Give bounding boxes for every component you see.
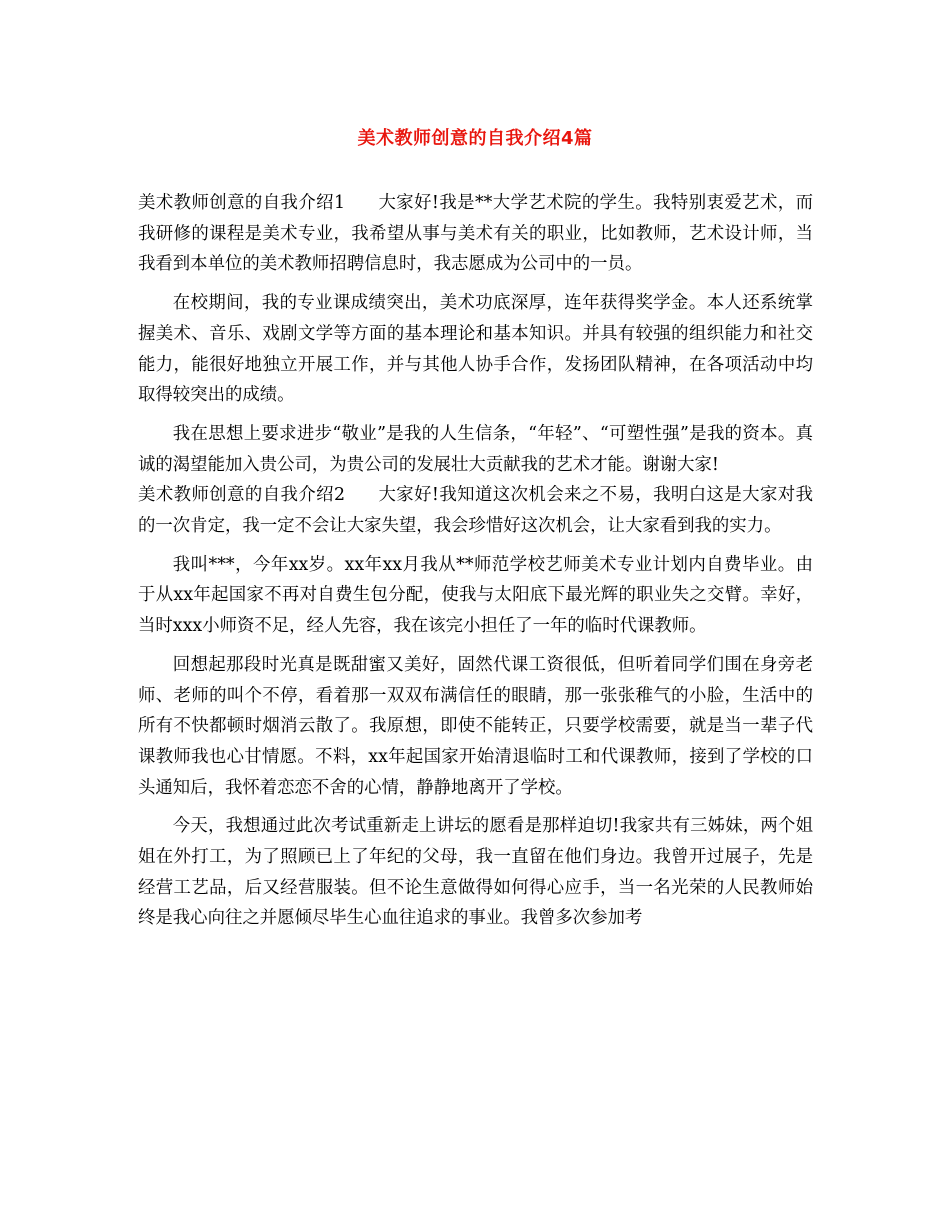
document-title: 美术教师创意的自我介绍4篇 [357, 128, 593, 149]
section-2-opening [138, 480, 813, 541]
section-2-paragraph-3: 今天，我想通过此次考试重新走上讲坛的愿看是那样迫切!我家共有三姊妹，两个姐姐在外打工，为了照顾已上了年纪的父母，我一直留在他们身边。我曾开过展子，先是经营工艺品，后又经营服装。但不论生意做得如何得心应手，当一名光荣的人民教师始终是我心向往之并愿倾尽毕生心血往追求的事业。我曾多次参加考 [138, 816, 813, 929]
section-1-paragraph-2: 我在思想上要求进步“敬业”是我的人生信条，“年轻”、“可塑性强”是我的资本。真诚的渴望能加入贵公司，为贵公司的发展壮大贡献我的艺术才能。谢谢大家! [138, 423, 813, 475]
section-2-paragraph-2: 回想起那段时光真是既甜蜜又美好，固然代课工资很低，但听着同学们围在身旁老师、老师的叫个不停，看着那一双双布满信任的眼睛，那一张张稚气的小脸，生活中的所有不快都顿时烟消云散了。我原想，即使不能转正，只要学校需要，就是当一辈子代课教师我也心甘情愿。不料，xx年起国家开始清退临时工和代课教师，接到了学校的口头通知后，我怀着恋恋不舍的心情，静静地离开了学校。 [138, 654, 813, 798]
section-1-heading: 美术教师创意的自我介绍1 [138, 193, 346, 213]
section-2-first-paragraph: 大家好!我知道这次机会来之不易，我明白这是大家对我的一次肯定，我一定不会让大家失望，我会珍惜好这次机会，让大家看到我的实力。 [138, 485, 813, 537]
section-1-opening [138, 188, 813, 280]
document-body [138, 188, 813, 934]
section-1-paragraph-1: 在校期间，我的专业课成绩突出，美术功底深厚，连年获得奖学金。本人还系统掌握美术、音乐、戏剧文学等方面的基本理论和基本知识。并具有较强的组织能力和社交能力，能很好地独立开展工作，并与其他人协手合作，发扬团队精神，在各项活动中均取得较突出的成绩。 [138, 293, 813, 406]
section-1-first-paragraph: 大家好!我是**大学艺术院的学生。我特别衷爱艺术，而我研修的课程是美术专业，我希望从事与美术有关的职业，比如教师，艺术设计师，当我看到本单位的美术教师招聘信息时，我志愿成为公司中的一员。 [138, 193, 813, 275]
section-2-paragraph-1: 我叫***，今年xx岁。xx年xx月我从**师范学校艺师美术专业计划内自费毕业。由于从xx年起国家不再对自费生包分配，使我与太阳底下最光辉的职业失之交臂。幸好，当时xxx小师资不足，经人先容，我在该完小担任了一年的临时代课教师。 [138, 554, 813, 637]
section-2-heading: 美术教师创意的自我介绍2 [138, 485, 346, 506]
